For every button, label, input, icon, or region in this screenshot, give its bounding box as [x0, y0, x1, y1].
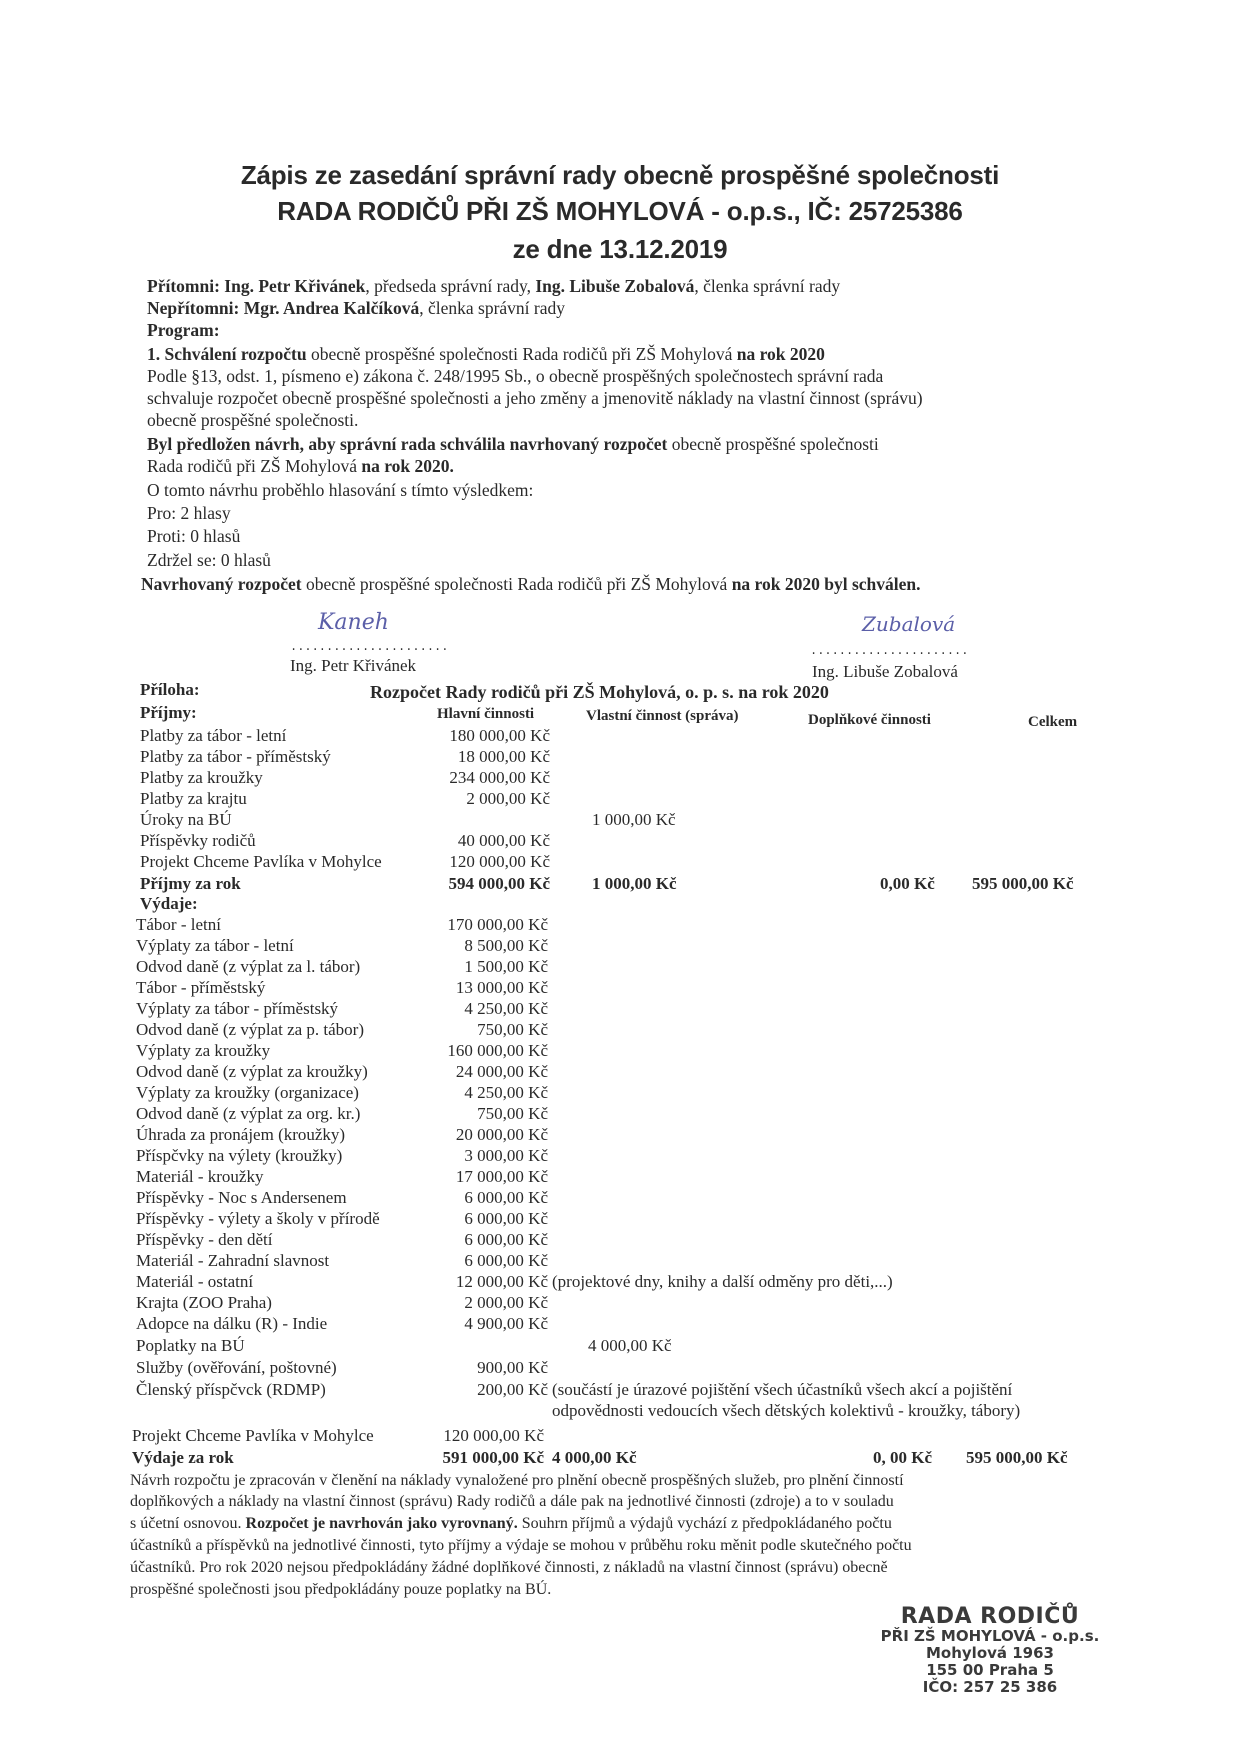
row-label: Úroky na BÚ: [140, 810, 232, 829]
row-label: Příspěvky - den dětí: [136, 1230, 273, 1249]
signature-right-line: ......................: [810, 644, 969, 658]
row-label: Výplaty za tábor - letní: [136, 936, 294, 955]
explanation-line-3: [130, 1515, 892, 1533]
proposal-line2-bold: na rok 2020.: [361, 456, 454, 476]
total-label: Příjmy za rok: [140, 874, 241, 893]
income-heading: Příjmy:: [140, 703, 197, 722]
stamp-line-4: 155 00 Praha 5: [926, 1661, 1054, 1679]
signature-right-name: Ing. Libuše Zobalová: [812, 662, 958, 681]
row-main: 17 000,00 Kč: [455, 1167, 548, 1186]
vote-result: [141, 574, 921, 595]
row-main: 18 000,00 Kč: [457, 747, 550, 766]
row-label: Materiál - kroužky: [136, 1167, 264, 1186]
program-item-1: [147, 344, 825, 365]
total-main: 591 000,00 Kč: [442, 1448, 544, 1467]
row-label: Výplaty za tábor - příměstský: [136, 999, 339, 1018]
row-label: Odvod daně (z výplat za l. tábor): [136, 957, 361, 976]
absent-1-name: Mgr. Andrea Kalčíková: [243, 298, 420, 318]
law-line-1: Podle §13, odst. 1, písmeno e) zákona č. 248/1995 Sb., o obecně prospěšných společnostech správní rada: [147, 366, 884, 386]
total-label: Výdaje za rok: [132, 1448, 234, 1467]
row-label: Členský příspčvck (RDMP): [136, 1380, 326, 1399]
row-main: 20 000,00 Kč: [455, 1125, 548, 1144]
col-header-total: Celkem: [1028, 714, 1078, 730]
stamp-line-1: RADA RODIČŮ: [900, 1604, 1080, 1629]
col-header-extra: Doplňkové činnosti: [808, 712, 931, 728]
row-label: Úhrada za pronájem (kroužky): [136, 1125, 346, 1144]
row-main: 6 000,00 Kč: [464, 1209, 548, 1228]
signature-left-line: ......................: [290, 640, 449, 654]
proposal-line2-text: Rada rodičů při ZŠ Mohylová: [147, 456, 362, 476]
present-1-name: Ing. Petr Křivánek: [224, 276, 366, 296]
col-header-main: Hlavní činnosti: [437, 706, 535, 722]
row-main: 8 500,00 Kč: [464, 936, 548, 955]
stamp-line-5: IČO: 257 25 386: [922, 1678, 1058, 1696]
total-sum: 595 000,00 Kč: [966, 1448, 1068, 1467]
total-own: 4 000,00 Kč: [552, 1448, 637, 1467]
total-own: 1 000,00 Kč: [592, 874, 677, 893]
row-main: 200,00 Kč: [477, 1380, 548, 1399]
row-label: Odvod daně (z výplat za p. tábor): [136, 1020, 364, 1039]
explanation-line-4: účastníků a příspěvků na jednotlivé činnosti, tyto příjmy a výdaje se mohou v průběhu roku měnit podle skutečného počtu: [130, 1537, 912, 1554]
row-main: 6 000,00 Kč: [464, 1188, 548, 1207]
attachment-title: Rozpočet Rady rodičů při ZŠ Mohylová, o. p. s. na rok 2020: [370, 682, 829, 702]
row-label: Tábor - letní: [136, 915, 221, 934]
row-main: 4 250,00 Kč: [464, 1083, 548, 1102]
total-main: 594 000,00 Kč: [448, 874, 550, 893]
col-header-own: Vlastní činnost (správa): [586, 708, 739, 724]
row-main: 234 000,00 Kč: [449, 768, 550, 787]
row-label: Příspčvky na výlety (kroužky): [136, 1146, 343, 1165]
vote-abstain: Zdržel se: 0 hlasů: [147, 550, 271, 570]
attachment-label: Příloha:: [140, 680, 200, 699]
row-label: Materiál - Zahradní slavnost: [136, 1251, 330, 1270]
line3-b: Souhrn příjmů a výdajů vychází z předpokládaného počtu: [517, 1515, 892, 1532]
row-label: Odvod daně (z výplat za kroužky): [136, 1062, 368, 1081]
present-1-role: , předseda správní rady,: [365, 276, 536, 296]
row-label: Materiál - ostatní: [136, 1272, 254, 1291]
proposal-line-2: [147, 456, 454, 477]
present-label: Přítomni:: [147, 276, 220, 296]
row-main: 120 000,00 Kč: [443, 1426, 544, 1445]
row-label: Výplaty za kroužky: [136, 1041, 271, 1060]
row-note: (součástí je úrazové pojištění všech účastníků všech akcí a pojištění: [552, 1380, 1013, 1399]
row-main: 4 250,00 Kč: [464, 999, 548, 1018]
program-label: [147, 320, 220, 341]
row-label: Adopce na dálku (R) - Indie: [136, 1314, 328, 1333]
row-main: 180 000,00 Kč: [449, 726, 550, 745]
item1-bold: 1. Schválení rozpočtu: [147, 344, 307, 364]
present-2-role: , členka správní rady: [694, 276, 841, 296]
row-label: Platby za tábor - příměstský: [140, 747, 331, 766]
explanation-line-1: Návrh rozpočtu je zpracován v členění na náklady vynaložené pro plnění obecně prospěšných služeb, pro plnění činností: [130, 1472, 904, 1489]
row-label: Platby za kroužky: [140, 768, 263, 787]
row-label: Výplaty za kroužky (organizace): [136, 1083, 359, 1102]
proposal-text: obecně prospěšné společnosti: [667, 434, 879, 454]
row-label: Služby (ověřování, poštovné): [136, 1358, 337, 1377]
expenses-heading: Výdaje:: [140, 894, 198, 913]
row-label: Příspěvky rodičů: [140, 831, 256, 850]
row-label: Krajta (ZOO Praha): [136, 1293, 272, 1312]
result-bold-1: Navrhovaný rozpočet: [141, 574, 302, 594]
row-main: 6 000,00 Kč: [464, 1230, 548, 1249]
row-label: Poplatky na BÚ: [136, 1336, 245, 1355]
row-main: 170 000,00 Kč: [447, 915, 548, 934]
row-label: Platby za krajtu: [140, 789, 247, 808]
total-extra: 0, 00 Kč: [873, 1448, 933, 1467]
row-label: Tábor - příměstský: [136, 978, 266, 997]
row-main: 1 500,00 Kč: [464, 957, 548, 976]
result-bold-2: na rok 2020 byl schválen.: [731, 574, 921, 594]
organization-stamp: [860, 1606, 1120, 1696]
row-label: Projekt Chceme Pavlíka v Mohylce: [132, 1426, 374, 1445]
law-line-2: schvaluje rozpočet obecně prospěšné společnosti a jeho změny a jmenovitě náklady na vlastní činnost (správu): [147, 388, 923, 408]
row-own: 1 000,00 Kč: [592, 810, 676, 829]
row-note-cont: odpovědnosti vedoucích všech dětských kolektivů - kroužky, tábory): [552, 1401, 1021, 1420]
signature-left-scribble: Kaneh: [318, 610, 389, 635]
row-main: 2 000,00 Kč: [466, 789, 550, 808]
row-label: Projekt Chceme Pavlíka v Mohylce: [140, 852, 382, 871]
row-main: 12 000,00 Kč: [455, 1272, 548, 1291]
row-main: 2 000,00 Kč: [464, 1293, 548, 1312]
item1-year: na rok 2020: [736, 344, 825, 364]
explanation-line-2: doplňkových a náklady na vlastní činnost (správu) Rady rodičů a dále pak na jednotlivé činnosti (zdroje) a to v souladu: [130, 1493, 894, 1510]
row-main: 40 000,00 Kč: [457, 831, 550, 850]
row-main: 24 000,00 Kč: [455, 1062, 548, 1081]
signature-left-name: Ing. Petr Křivánek: [290, 656, 417, 675]
absent-1-role: , členka správní rady: [419, 298, 566, 318]
attendance-absent: [147, 298, 565, 319]
row-main: 120 000,00 Kč: [449, 852, 550, 871]
proposal-line-1: [147, 434, 879, 455]
total-sum: 595 000,00 Kč: [972, 874, 1074, 893]
row-main: 13 000,00 Kč: [455, 978, 548, 997]
row-note: (projektové dny, knihy a další odměny pro děti,...): [552, 1272, 893, 1291]
document-title: Zápis ze zasedání správní rady obecně prospěšné společnosti: [240, 160, 1000, 190]
row-label: Příspěvky - výlety a školy v přírodě: [136, 1209, 380, 1228]
absent-label: Nepřítomni:: [147, 298, 240, 318]
line3-a: s účetní osnovou.: [130, 1515, 246, 1532]
row-main: 900,00 Kč: [477, 1358, 548, 1377]
row-main: 750,00 Kč: [477, 1104, 548, 1123]
explanation-line-6: prospěšné společnosti jsou předpokládány pouze poplatky na BÚ.: [130, 1581, 552, 1598]
row-label: Příspěvky - Noc s Andersenem: [136, 1188, 347, 1207]
row-label: Odvod daně (z výplat za org. kr.): [136, 1104, 361, 1123]
signature-right-scribble: Zubalová: [862, 612, 956, 636]
attendance-present: [147, 276, 840, 297]
explanation-line-5: účastníků. Pro rok 2020 nejsou předpokládány žádné doplňkové činnosti, z nákladů na vlastní činnost (správu) obecně: [130, 1559, 888, 1576]
stamp-line-3: Mohylová 1963: [925, 1644, 1054, 1662]
row-main: 160 000,00 Kč: [447, 1041, 548, 1060]
vote-for: Pro: 2 hlasy: [147, 503, 231, 523]
program-heading: Program:: [147, 320, 220, 340]
stamp-line-2: PŘI ZŠ MOHYLOVÁ - o.p.s.: [880, 1627, 1100, 1645]
result-text: obecně prospěšné společnosti Rada rodičů při ZŠ Mohylová: [301, 574, 732, 594]
vote-intro: O tomto návrhu proběhlo hlasování s tímto výsledkem:: [147, 480, 534, 500]
proposal-bold: Byl předložen návrh, aby správní rada schválila navrhovaný rozpočet: [147, 434, 668, 454]
row-main: 750,00 Kč: [477, 1020, 548, 1039]
row-own: 4 000,00 Kč: [588, 1336, 672, 1355]
law-line-3: obecně prospěšné společnosti.: [147, 410, 359, 430]
row-main: 6 000,00 Kč: [464, 1251, 548, 1270]
line3-bold: Rozpočet je navrhován jako vyrovnaný.: [245, 1515, 518, 1532]
organization-name: RADA RODIČŮ PŘI ZŠ MOHYLOVÁ - o.p.s., IČ: 25725386: [277, 196, 963, 226]
row-main: 3 000,00 Kč: [464, 1146, 548, 1165]
item1-text: obecně prospěšné společnosti Rada rodičů při ZŠ Mohylová: [306, 344, 737, 364]
meeting-date: ze dne 13.12.2019: [512, 234, 728, 264]
vote-against: Proti: 0 hlasů: [147, 526, 241, 546]
row-main: 4 900,00 Kč: [464, 1314, 548, 1333]
total-extra: 0,00 Kč: [880, 874, 935, 893]
row-label: Platby za tábor - letní: [140, 726, 287, 745]
present-2-name: Ing. Libuše Zobalová: [535, 276, 695, 296]
